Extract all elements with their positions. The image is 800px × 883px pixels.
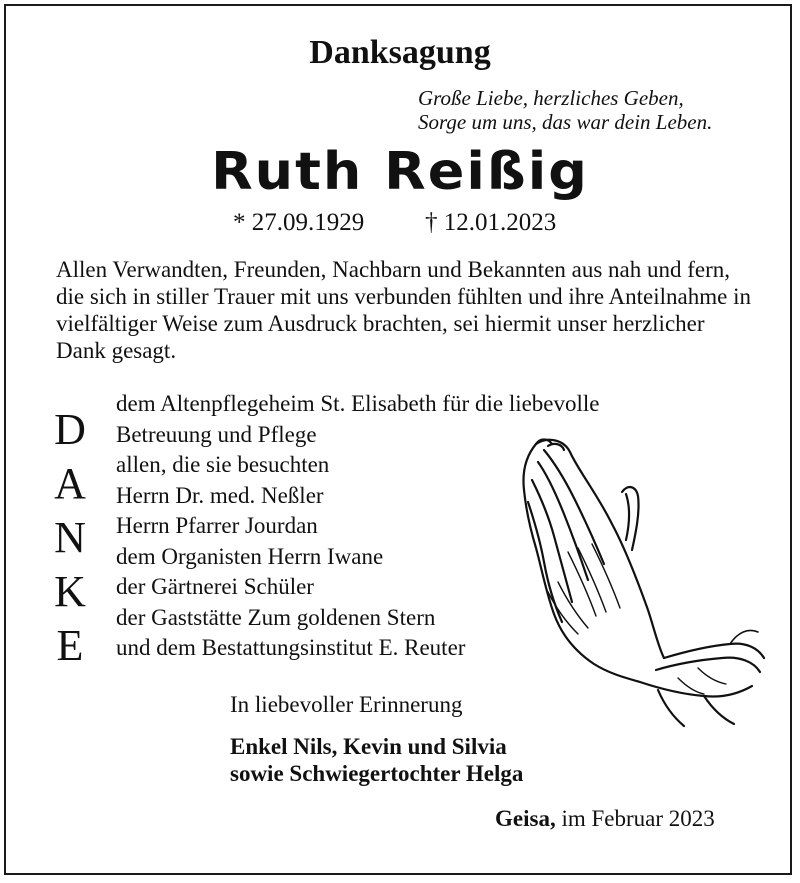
thanks-line: dem Altenpflegeheim St. Elisabeth für die liebevolle [116,391,600,416]
danke-letter: E [56,621,84,670]
death-date: † 12.01.2023 [425,209,557,236]
quote-line-1: Große Liebe, herzliches Geben, [418,86,684,110]
family-line-2: sowie Schwiegertochter Helga [230,761,524,786]
intro-paragraph: Allen Verwandten, Freunden, Nachbarn und Bekannten aus nah und fern, die sich in stiller Trauer mit uns verbunden fühlten und ihre Anteilnahme in vielfältiger Weise zum Ausdruck brachten, sei hiermit unser herzlicher Dank gesagt. [56,257,751,363]
quote-line-2: Sorge um uns, das war dein Leben. [418,110,713,134]
danke-letter: N [54,513,86,562]
praying-hands-icon [508,432,770,732]
family-signature [230,733,523,787]
danke-acrostic [50,403,90,673]
place-date [495,806,715,832]
thanks-line: der Gärtnerei Schüler [116,574,314,599]
danke-letter: A [54,459,86,508]
danke-letter: D [54,405,86,454]
thanks-line: allen, die sie besuchten [116,452,330,477]
thanks-line: dem Organisten Herrn Iwane [116,543,384,569]
place-city: Geisa, [495,806,556,831]
place-month: im Februar 2023 [561,806,715,831]
memorial-quote [418,86,712,134]
thanks-line: Herrn Dr. med. Neßler [116,482,324,508]
thanks-line: und dem Bestattungsinstitut E. Reuter [116,635,466,660]
family-line-1: Enkel Nils, Kevin und Silvia [230,734,507,759]
thanks-line: der Gaststätte Zum goldenen Stern [116,604,436,630]
thanks-line: Herrn Pfarrer Jourdan [116,513,318,538]
deceased-name: Ruth Reißig [211,141,589,202]
danke-letter: K [54,567,86,616]
birth-date: * 27.09.1929 [233,209,365,236]
thanks-line: Betreuung und Pflege [116,421,317,447]
notice-heading: Danksagung [309,34,491,71]
memory-line: In liebevoller Erinnerung [230,692,463,717]
